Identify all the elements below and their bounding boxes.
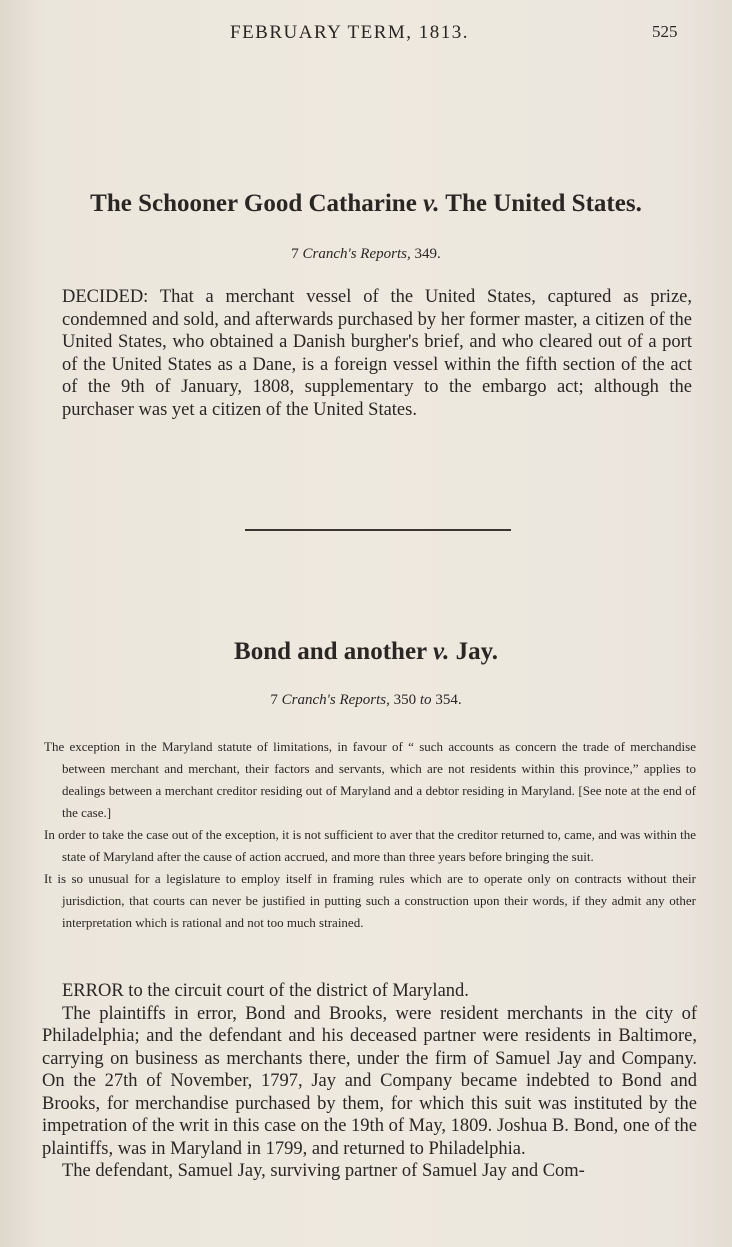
case-title-part-a: The Schooner Good Catharine [90, 190, 424, 217]
versus: v. [432, 638, 450, 665]
citation-reporter: Cranch's Reports, [302, 246, 411, 262]
case-title-good-catharine [0, 190, 732, 218]
citation-to: to [419, 692, 432, 708]
case-title-part-a: Bond and another [234, 638, 433, 665]
case-title-part-b: The United States. [439, 190, 642, 217]
case-title-bond-v-jay [0, 638, 732, 666]
case-title-part-b: Jay. [449, 638, 498, 665]
citation-page-end: 354. [435, 692, 462, 708]
opinion-body [42, 980, 697, 1183]
citation-page-start: 350 [393, 692, 417, 708]
body-last-line: The defendant, Samuel Jay, surviving partner of Samuel Jay and Com- [62, 1161, 585, 1181]
syllabus-item: The exception in the Maryland statute of limitations, in favour of “ such accounts as concern the trade of merchandise between merchant and merchant, their factors and servants, which are not residents within this province,” applies to dealings between a merchant creditor residing out of Maryland and a debtor residing in Maryland. [See note at the end of the case.] [44, 739, 696, 820]
section-divider [245, 529, 511, 531]
versus: v. [423, 190, 440, 217]
syllabus-item: It is so unusual for a legislature to employ itself in framing rules which are to operate only on contracts without their jurisdiction, that courts can never be justified in putting such a construction upon their words, if they admit any other interpretation which is rational and not too much strained. [44, 871, 696, 930]
body-paragraph: The plaintiffs in error, Bond and Brooks, were resident merchants in the city of Philadelphia; and the defendant and his deceased partner were residents in Baltimore, carrying on business as merchants there, under the firm of Samuel Jay and Company. On the 27th of November, 1797, Jay and Company became indebted to Bond and Brooks, for merchandise purchased by them, for which this suit was instituted by the impetration of the writ in this case on the 19th of May, 1809. Joshua B. Bond, one of the plaintiffs, was in Maryland in 1799, and returned to Philadelphia. [42, 1003, 697, 1159]
citation-volume: 7 [270, 692, 278, 708]
citation-volume: 7 [291, 246, 299, 262]
decided-headnote: DECIDED: That a merchant vessel of the United States, captured as prize, condemned and sold, and afterwards purchased by her former master, a citizen of the United States, who obtained a Danish burgher's brief, and who cleared out of a port of the United States as a Dane, is a foreign vessel within the fifth section of the act of the 9th of January, 1808, supplementary to the embargo act; although the purchaser was yet a citizen of the United States. [62, 287, 692, 420]
running-head: FEBRUARY TERM, 1813. [230, 22, 470, 43]
syllabus-item: In order to take the case out of the exception, it is not sufficient to aver that the creditor returned to, came, and was within the state of Maryland after the cause of action accrued, and more than three years before bringing the suit. [44, 827, 696, 864]
citation-page: 349. [414, 246, 441, 262]
page-number: 525 [652, 22, 678, 41]
citation-bond-v-jay [0, 692, 732, 709]
citation-reporter: Cranch's Reports, [281, 692, 390, 708]
citation-good-catharine [0, 246, 732, 263]
error-line: ERROR to the circuit court of the district of Maryland. [62, 981, 469, 1001]
syllabus [44, 736, 696, 934]
